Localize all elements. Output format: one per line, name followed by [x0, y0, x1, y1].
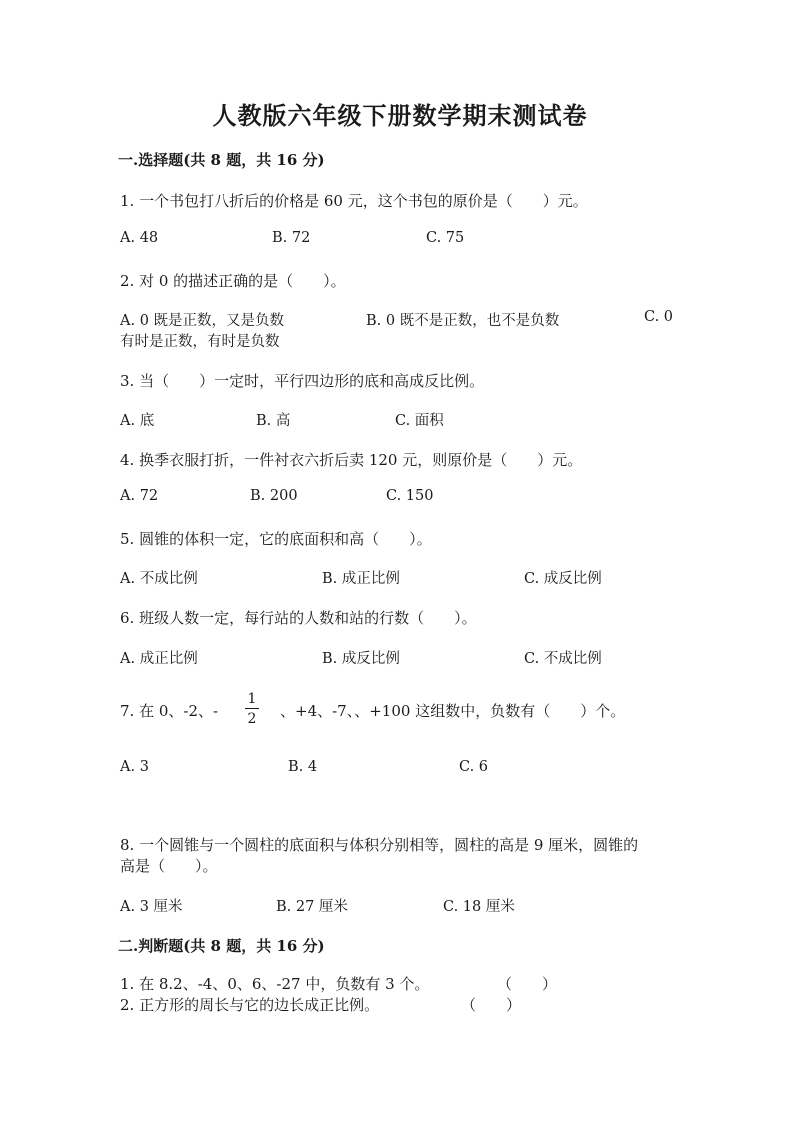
section-heading-judgement: 二.判断题(共 8 题，共 16 分): [118, 937, 325, 955]
section-heading-choice: 一.选择题(共 8 题，共 16 分): [118, 151, 325, 169]
question-5-stem: 5. 圆锥的体积一定，它的底面积和高（ ）。: [120, 530, 432, 548]
question-8-option-b: B. 27 厘米: [276, 899, 348, 915]
question-8-option-a: A. 3 厘米: [120, 899, 183, 915]
question-8-stem-line2: 高是（ ）。: [120, 857, 218, 875]
question-2-option-c-continued: 有时是正数，有时是负数: [120, 334, 280, 350]
question-2-option-a: A. 0 既是正数，又是负数: [120, 313, 285, 329]
judgement-1-bracket: （ ）: [497, 975, 558, 993]
question-2-stem: 2. 对 0 的描述正确的是（ ）。: [120, 272, 346, 290]
question-3-option-c: C. 面积: [395, 413, 444, 429]
question-5-option-c: C. 成反比例: [524, 571, 602, 587]
question-1-option-b: B. 72: [272, 230, 311, 246]
judgement-2-text: 2. 正方形的周长与它的边长成正比例。: [120, 996, 380, 1014]
question-4-option-c: C. 150: [386, 488, 434, 504]
question-8-option-c: C. 18 厘米: [443, 899, 515, 915]
question-4-option-b: B. 200: [250, 488, 298, 504]
question-2-option-b: B. 0 既不是正数，也不是负数: [366, 313, 560, 329]
question-6-option-c: C. 不成比例: [524, 651, 602, 667]
question-7-stem-before: 7. 在 0、-2、-: [120, 702, 219, 720]
question-1-option-a: A. 48: [120, 230, 159, 246]
question-4-option-a: A. 72: [120, 488, 159, 504]
question-6-option-b: B. 成反比例: [322, 651, 400, 667]
question-4-stem: 4. 换季衣服打折，一件衬衣六折后卖 120 元，则原价是（ ）元。: [120, 451, 583, 469]
question-1-stem: 1. 一个书包打八折后的价格是 60 元，这个书包的原价是（ ）元。: [120, 192, 588, 210]
question-5-option-a: A. 不成比例: [120, 571, 198, 587]
fraction-one-half: [244, 692, 260, 726]
question-7-option-b: B. 4: [288, 759, 318, 775]
judgement-1-text: 1. 在 8.2、-4、0、6、-27 中，负数有 3 个。: [120, 975, 430, 993]
question-5-option-b: B. 成正比例: [322, 571, 400, 587]
question-1-option-c: C. 75: [426, 230, 465, 246]
fraction-numerator: 1: [247, 691, 257, 707]
page-title: 人教版六年级下册数学期末测试卷: [212, 101, 588, 130]
question-7-option-a: A. 3: [120, 759, 149, 775]
question-8-stem-line1: 8. 一个圆锥与一个圆柱的底面积与体积分别相等，圆柱的高是 9 厘米，圆锥的: [120, 836, 639, 854]
question-7-option-c: C. 6: [459, 759, 489, 775]
question-6-option-a: A. 成正比例: [120, 651, 198, 667]
question-6-stem: 6. 班级人数一定，每行站的人数和站的行数（ ）。: [120, 609, 477, 627]
question-7-stem-after: 、+4、-7、、+100 这组数中，负数有（ ）个。: [280, 702, 626, 720]
question-2-option-c: C. 0: [644, 309, 674, 325]
fraction-denominator: 2: [247, 711, 257, 727]
judgement-2-bracket: （ ）: [461, 996, 522, 1014]
question-3-option-b: B. 高: [256, 413, 291, 429]
question-3-option-a: A. 底: [120, 413, 155, 429]
question-3-stem: 3. 当（ ）一定时，平行四边形的底和高成反比例。: [120, 372, 485, 390]
